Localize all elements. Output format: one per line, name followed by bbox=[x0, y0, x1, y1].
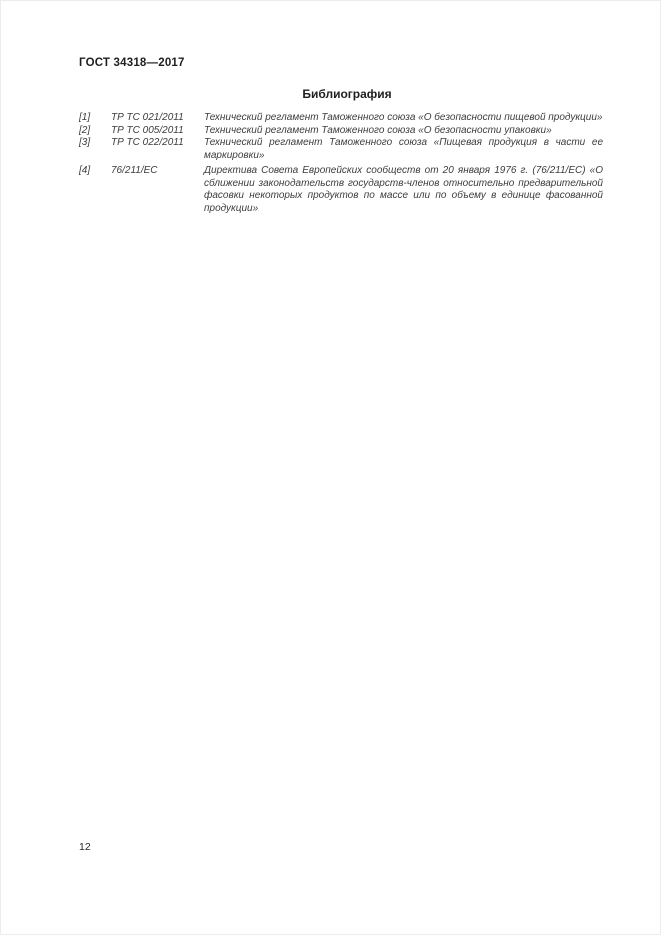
entry-description: Технический регламент Таможенного союза «О безопасности упаковки» bbox=[204, 124, 552, 136]
entry-ref-number: [3] bbox=[79, 137, 91, 149]
entry-document-code: ТР ТС 021/2011 bbox=[111, 112, 184, 123]
entry-description: Технический регламент Таможенного союза «О безопасности пищевой продукции» bbox=[204, 112, 603, 123]
bibliography-heading: Библиография bbox=[302, 87, 392, 101]
bibliography-list bbox=[79, 112, 603, 216]
page-number: 12 bbox=[79, 841, 91, 853]
entry-ref-number: [4] bbox=[79, 164, 91, 176]
entry-document-code: ТР ТС 005/2011 bbox=[111, 124, 184, 136]
bibliography-entry bbox=[79, 125, 603, 138]
entry-description: Директива Совета Европейских сообществ от 20 января 1976 г. (76/211/ЕС) «О сближении законодательств государств-членов относительно предварительной фасовки некоторых продуктов по массе или по объему в единице фасованной продукции» bbox=[204, 164, 603, 214]
entry-document-code: ТР ТС 022/2011 bbox=[111, 137, 184, 149]
document-standard-number: ГОСТ 34318—2017 bbox=[79, 57, 185, 69]
entry-ref-number: [2] bbox=[79, 124, 91, 136]
bibliography-entry bbox=[79, 112, 603, 125]
entry-description: Технический регламент Таможенного союза «Пищевая продукция в части ее маркировки» bbox=[204, 137, 603, 162]
bibliography-entry bbox=[79, 165, 603, 216]
entry-ref-number: [1] bbox=[79, 112, 91, 123]
bibliography-entry bbox=[79, 137, 603, 162]
entry-document-code: 76/211/ЕС bbox=[111, 164, 158, 176]
